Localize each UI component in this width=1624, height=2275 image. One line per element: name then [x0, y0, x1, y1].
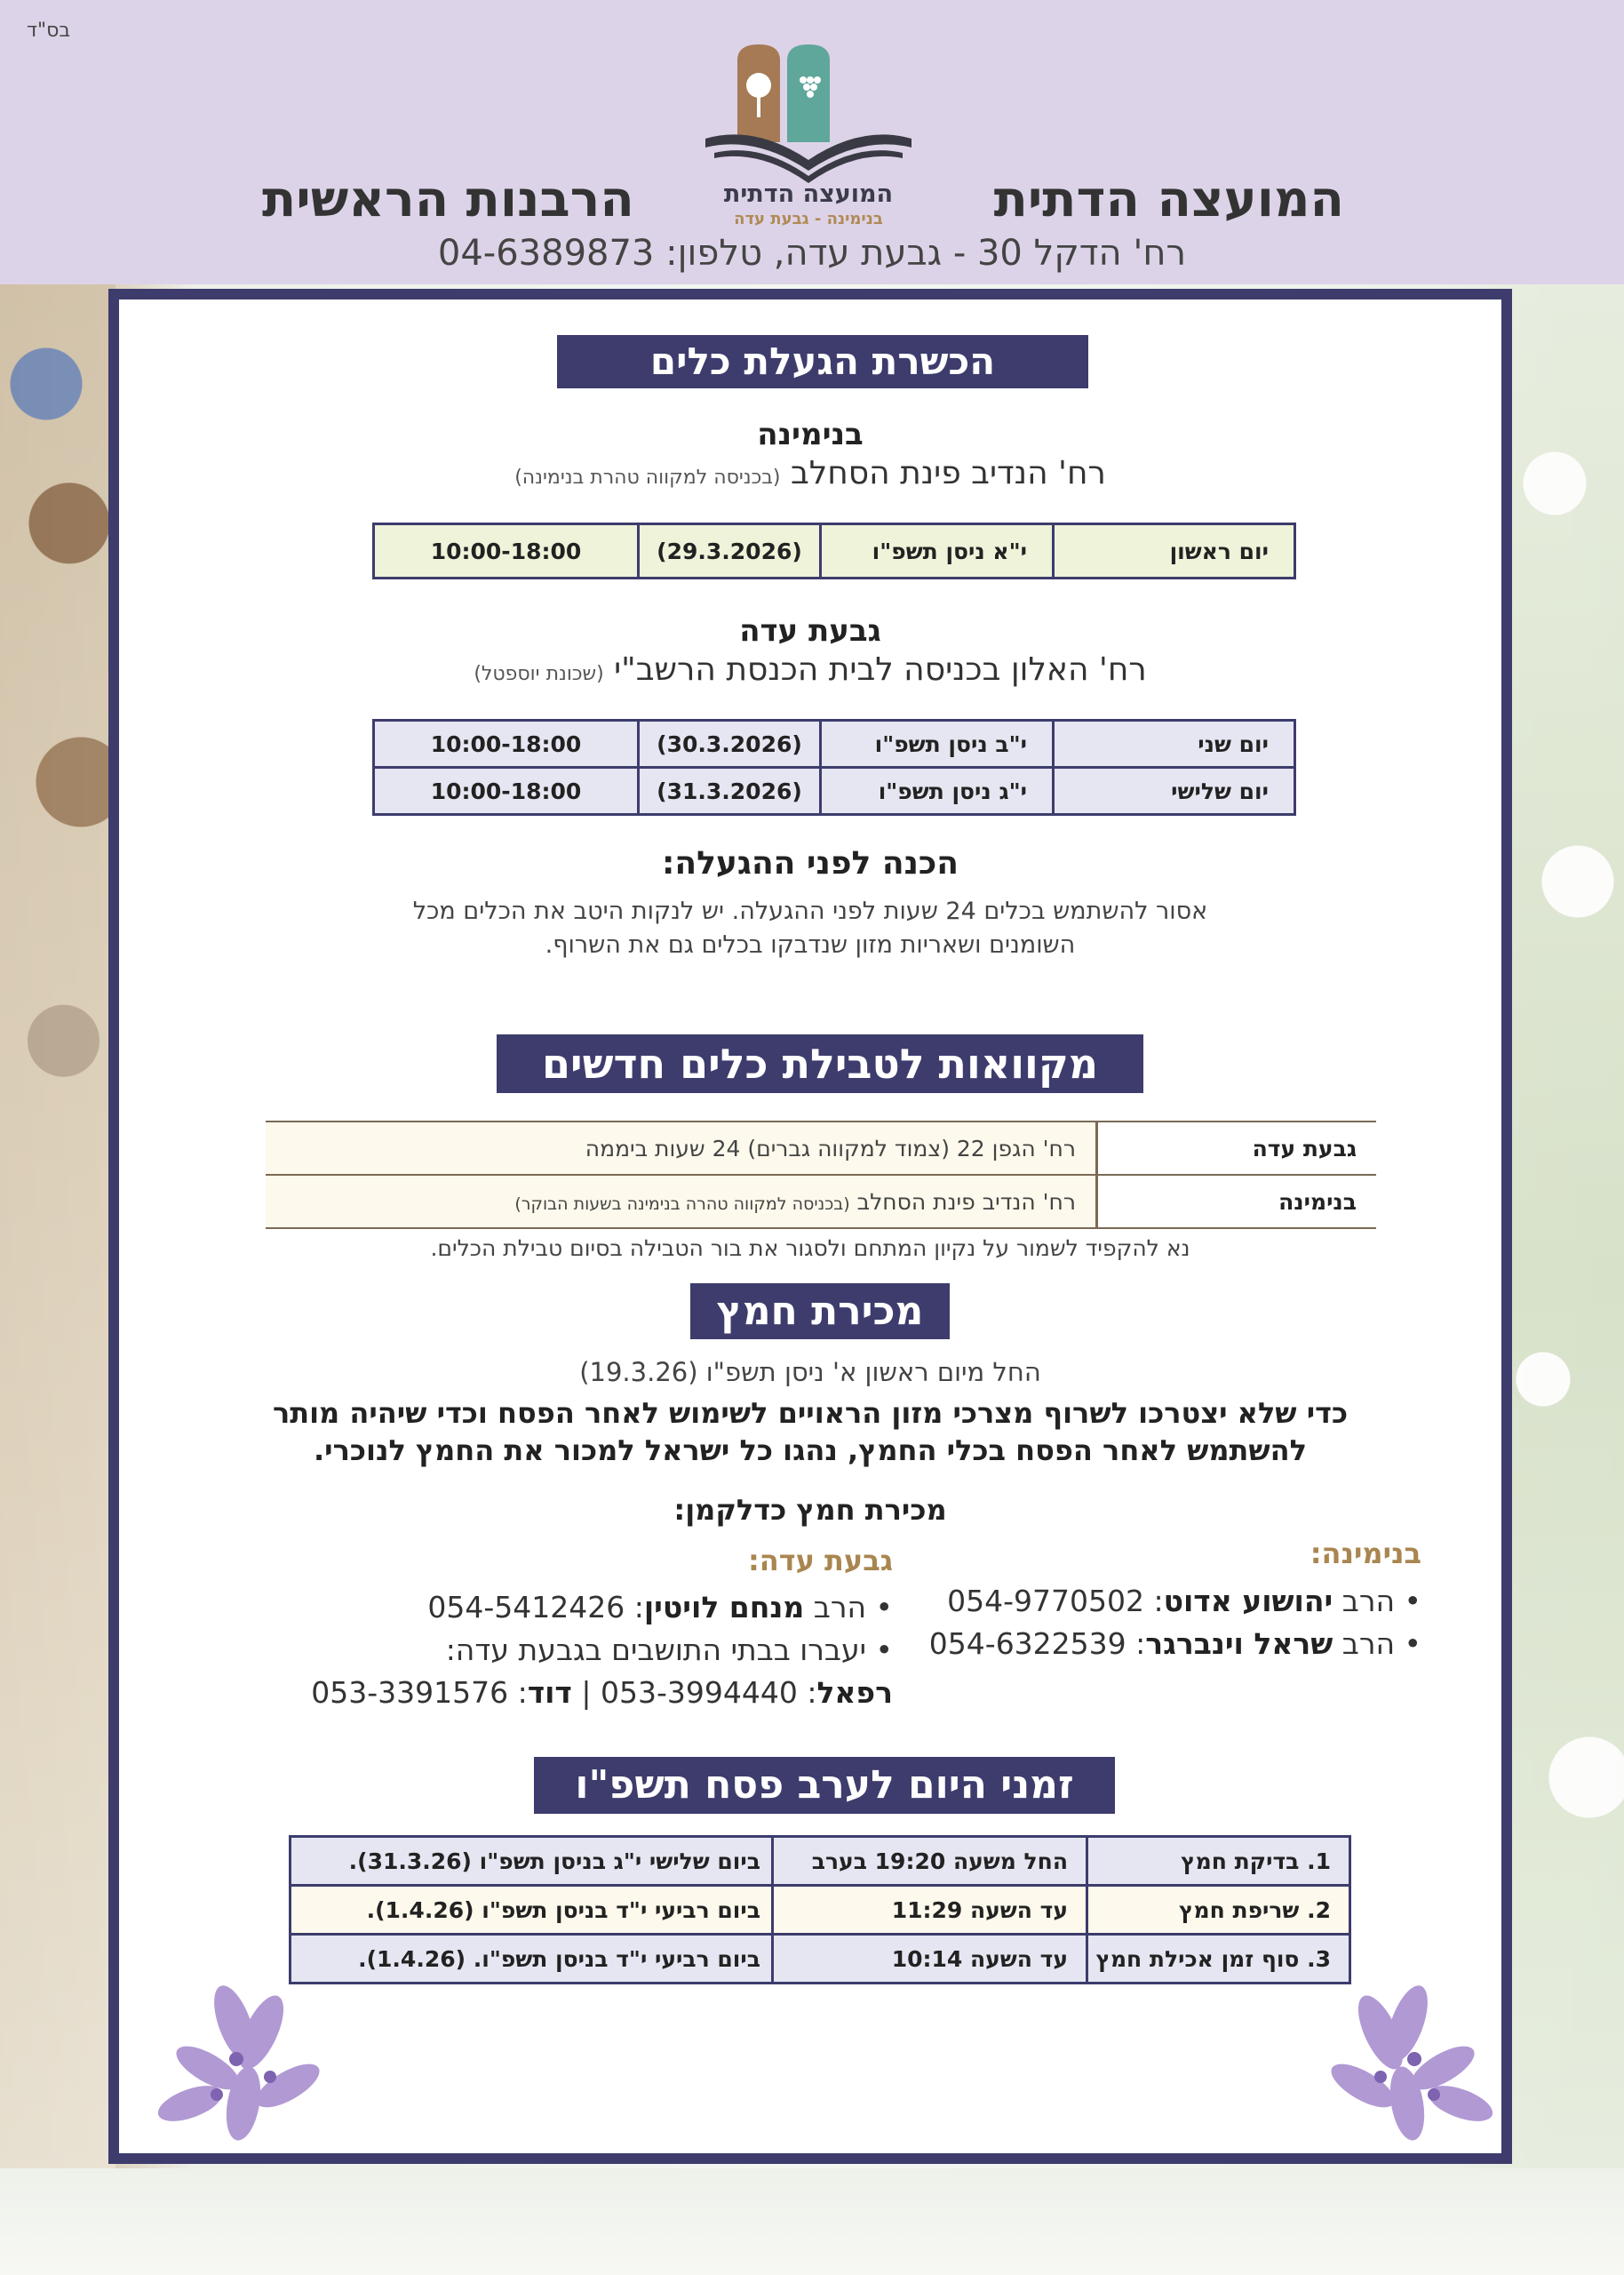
place-cell: גבעת עדה [1097, 1122, 1377, 1175]
mikvaot-table [266, 1121, 1376, 1229]
hours-cell: 10:00-18:00 [374, 721, 639, 768]
givat-ada-address [119, 651, 1501, 688]
item-cell: 2. שריפת חמץ [1087, 1886, 1350, 1935]
header-address: רח' הדקל 30 - גבעת עדה, טלפון: 04-6389873 [437, 233, 1187, 274]
binyamina-kashering-table [372, 523, 1296, 579]
givat-ada-heading: גבעת עדה [739, 613, 881, 649]
date-cell: (29.3.2026) [639, 524, 821, 579]
list-item: • הרב מנחם לויטין: 054-5412426 [427, 1590, 893, 1624]
address-cell [266, 1175, 1097, 1228]
table-row [291, 1886, 1350, 1935]
list-item: רפאל: 053-3994440 | דוד: 053-3391576 [311, 1675, 893, 1710]
prep-line-2: השומנים ושאריות מזון שנדבקו בכלים גם את השרוף. [545, 931, 1076, 959]
main-card [108, 289, 1512, 2164]
hebrew-date-cell: י"ב ניסן תשפ"ו [821, 721, 1054, 768]
houses-text: יעברו בבתי התושבים בגבעת עדה: [445, 1632, 867, 1667]
contact-name: רפאל [816, 1675, 893, 1710]
org-title-council: המועצה הדתית [993, 171, 1344, 228]
background-left-photo [0, 284, 115, 2275]
address-text: רח' הנדיב פינת הסחלב [856, 1188, 1076, 1215]
contact-phone: 053-3994440 [600, 1675, 798, 1710]
sale-givat-ada-list [311, 1586, 893, 1714]
sale-explain-line-2: להשתמש לאחר הפסח בכלי החמץ, נהגו כל ישראל למכור את החמץ לנוכרי. [314, 1433, 1307, 1467]
prep-title: הכנה לפני ההגעלה: [661, 845, 959, 882]
date-cell: (31.3.2026) [639, 768, 821, 815]
council-logo-icon [702, 43, 915, 189]
item-cell: 1. בדיקת חמץ [1087, 1837, 1350, 1886]
rabbi-name: שראל וינברגר [1145, 1626, 1333, 1661]
sale-start-date: החל מיום ראשון א' ניסן תשפ"ו (19.3.26) [579, 1357, 1041, 1387]
rabbi-phone: 054-9770502 [947, 1584, 1144, 1618]
place-cell: בנימינה [1097, 1175, 1377, 1228]
rabbi-name: מנחם לויטין [643, 1590, 805, 1624]
givat-ada-address-text: רח' האלון בכניסה לבית הכנסת הרשב"י [614, 651, 1147, 688]
date-cell: (30.3.2026) [639, 721, 821, 768]
sale-binyamina-list [929, 1580, 1421, 1665]
list-item: • הרב שראל וינברגר: 054-6322539 [928, 1626, 1421, 1661]
prep-line-1: אסור להשתמש בכלים 24 שעות לפני ההגעלה. יש לנקות היטב את הכלים מכל [412, 898, 1208, 925]
contact-name: דוד [527, 1675, 572, 1710]
rabbi-prefix: הרב [813, 1590, 867, 1624]
time-cell: החל משעה 19:20 בערב [773, 1837, 1087, 1886]
flower-right-icon [1310, 1970, 1514, 2148]
background-right-blossoms [1509, 284, 1624, 2275]
table-row [374, 721, 1295, 768]
mikvaot-title: מקוואות לטבילת כלים חדשים [497, 1034, 1143, 1093]
hours-cell: 10:00-18:00 [374, 768, 639, 815]
header [0, 0, 1624, 284]
table-row [374, 768, 1295, 815]
times-title: זמני היום לערב פסח תשפ"ו [534, 1757, 1115, 1814]
binyamina-address-note: (בכניסה למקווה טהרת בנימינה) [514, 467, 781, 489]
table-row [266, 1175, 1376, 1228]
day-cell: יום שלישי [1054, 768, 1295, 815]
hebrew-date-cell: י"א ניסן תשפ"ו [821, 524, 1054, 579]
list-item: • הרב יהושוע אדוט: 054-9770502 [947, 1584, 1421, 1618]
address-note: (בכניסה למקווה טהרה בנימינה בשעות הבוקר) [514, 1193, 850, 1214]
address-cell [266, 1122, 1097, 1175]
sale-binyamina-heading: בנימינה: [1310, 1537, 1421, 1570]
day-cell: יום ראשון [1054, 524, 1295, 579]
address-detail: (צמוד למקווה גברים) 24 שעות ביממה [585, 1135, 950, 1161]
kashering-title: הכשרת הגעלת כלים [557, 335, 1088, 388]
table-row [291, 1837, 1350, 1886]
logo-name: המועצה הדתית [723, 180, 894, 208]
list-item: • יעברו בבתי התושבים בגבעת עדה: [445, 1632, 893, 1667]
table-row [266, 1122, 1376, 1175]
sale-subtitle: מכירת חמץ כדלקמן: [673, 1493, 947, 1527]
sale-givat-ada-heading: גבעת עדה: [747, 1544, 893, 1577]
logo-subtitle: בנימינה - גבעת עדה [734, 210, 883, 228]
rabbi-prefix: הרב [1341, 1626, 1396, 1661]
background-bottom [0, 2168, 1624, 2275]
givat-ada-address-note: (שכונת יוספטל) [474, 663, 604, 685]
rabbi-phone: 054-6322539 [928, 1626, 1126, 1661]
rabbi-name: יהושוע אדוט [1163, 1584, 1333, 1618]
table-row [374, 524, 1295, 579]
contact-phone: 053-3391576 [311, 1675, 509, 1710]
time-cell: עד השעה 11:29 [773, 1886, 1087, 1935]
date-cell: ביום שלישי י"ג בניסן תשפ"ו (31.3.26). [291, 1837, 773, 1886]
rabbi-prefix: הרב [1341, 1584, 1396, 1618]
time-cell: עד השעה 10:14 [773, 1935, 1087, 1984]
hebrew-date-cell: י"ג ניסן תשפ"ו [821, 768, 1054, 815]
hours-cell: 10:00-18:00 [374, 524, 639, 579]
flower-left-icon [137, 1970, 341, 2148]
givat-ada-kashering-table [372, 719, 1296, 816]
times-table [289, 1835, 1351, 1984]
date-cell: ביום רביעי י"ד בניסן תשפ"ו (1.4.26). [291, 1886, 773, 1935]
sale-explain-line-1: כדי שלא יצטרכו לשרוף מצרכי מזון הראויים לשימוש לאחר הפסח וכדי שיהיה מותר [272, 1396, 1349, 1430]
binyamina-heading: בנימינה [757, 417, 864, 452]
chametz-sale-title: מכירת חמץ [690, 1283, 950, 1339]
mikvaot-footnote: נא להקפיד לשמור על נקיון המתחם ולסגור את בור הטבילה בסיום טבילת הכלים. [430, 1235, 1190, 1261]
org-title-rabbinate: הרבנות הראשית [262, 171, 634, 228]
bsd-mark: בס"ד [27, 20, 71, 42]
table-row [291, 1935, 1350, 1984]
date-cell: ביום רביעי י"ד בניסן תשפ"ו. (1.4.26). [291, 1935, 773, 1984]
day-cell: יום שני [1054, 721, 1295, 768]
item-cell: 3. סוף זמן אכילת חמץ [1087, 1935, 1350, 1984]
address-text: רח' הגפן 22 [956, 1135, 1076, 1161]
rabbi-phone: 054-5412426 [427, 1590, 625, 1624]
binyamina-address-text: רח' הנדיב פינת הסחלב [790, 455, 1106, 491]
binyamina-address [119, 455, 1501, 491]
